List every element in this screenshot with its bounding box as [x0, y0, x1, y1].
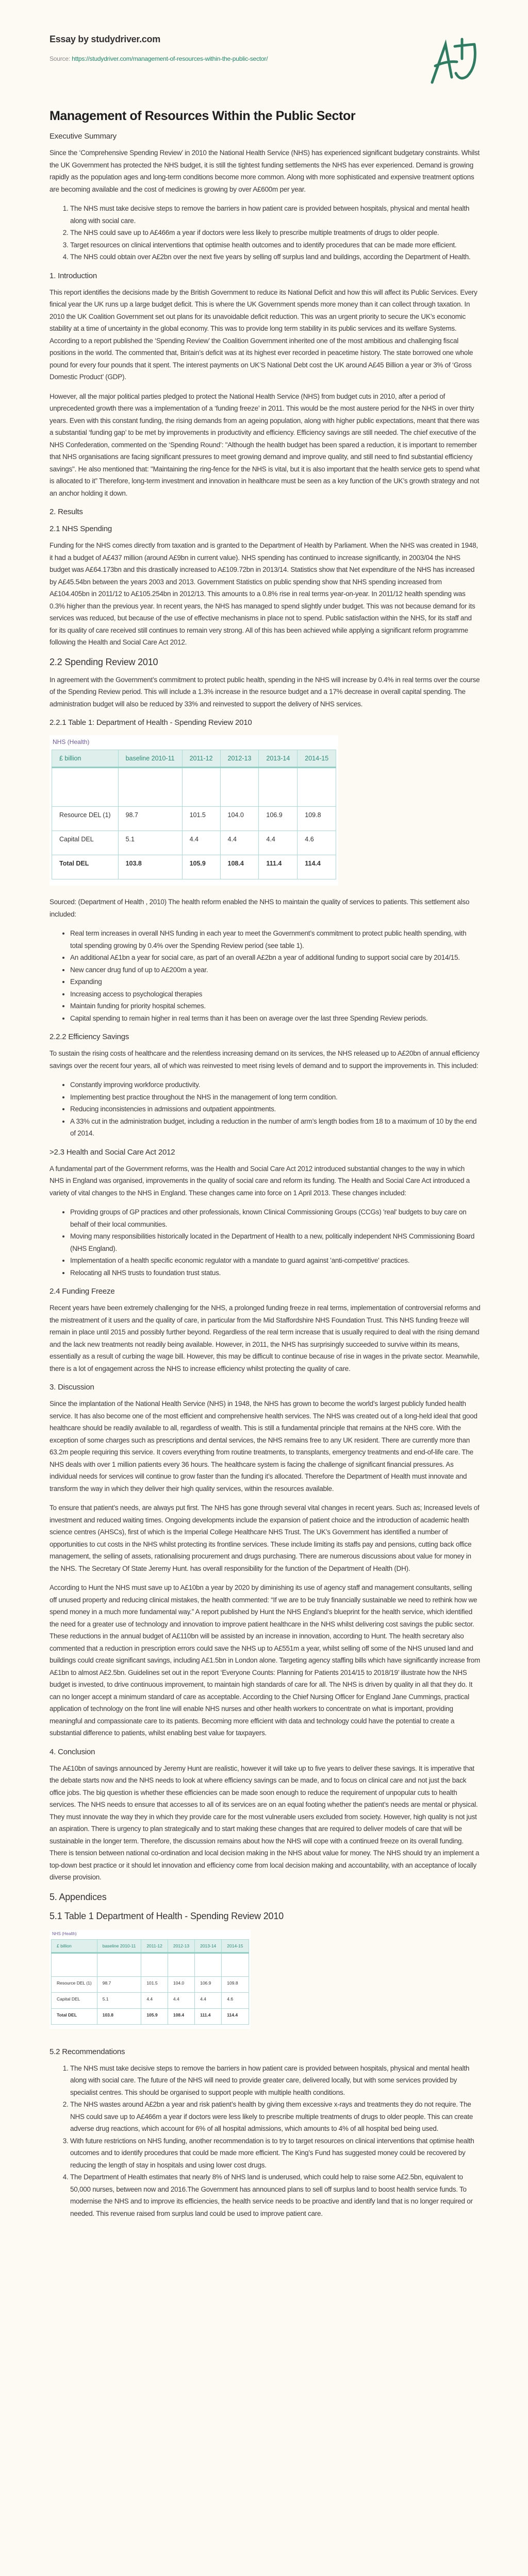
table-cell: 101.5	[182, 807, 220, 831]
section-heading: 2.2.1 Table 1: Department of Health - Spending Review 2010	[50, 718, 252, 727]
column-header: 2011-12	[141, 1939, 168, 1953]
table-cell: 111.4	[259, 855, 298, 879]
paragraph: To ensure that patient’s needs, are always put first. The NHS has gone through several vital changes in recent years. Such as; Increased levels of investment and reduced waiting times. Ongoing developments include the expansion of patient choice and the introduction of academic health science centres (AHSCs), first of which is the Imperial College Healthcare NHS Trust. The UK’s Government has identified a number of opportunities to cut costs in the NHS whilst protecting its frontline services. These include limiting its staffs pay and pensions, cutting back office management, the selling of assets, rationalising procurement and drugs purchasing. There are numerous discussions about value for money in the NHS. The Secretary Of State Jeremy Hunt. has overall responsibility for the function of the Department of Health (DH).	[50, 1504, 480, 1572]
column-header: 2012-13	[220, 750, 259, 768]
column-header: 2014-15	[222, 1939, 249, 1953]
list-item: 3. With future restrictions on NHS funding, another recommendation is to try to target resources on clinical interventions that optimise health outcomes and to identify procedures that could be made more efficient. The King’s Fund has suggested money could be recovered by reducing the length of stay in hospitals and using lower cost drugs.	[70, 2135, 481, 2172]
table-cell: 104.0	[220, 807, 259, 831]
table-row	[52, 1992, 249, 2008]
list-item: • Implementing best practice throughout the NHS in the management of long term condition.	[70, 1091, 481, 1104]
numbered-list	[50, 2062, 481, 2220]
table-cell	[195, 1953, 222, 1976]
page-title: Management of Resources Within the Public Sector	[50, 109, 356, 123]
paragraph: Funding for the NHS comes directly from taxation and is granted to the Department of Health by Parliament. When the NHS was created in 1948, it had a budget of A£437 million (around A£9bn in current value). NHS spending has continued to increase significantly, in 2003/04 the NHS budget was A£64.173bn and this drastically increased to A£109.72bn in 2013/14. Statistics show that Net expenditure of the NHS has increased by A£45.54bn between the years 2003 and 2013. Government Statistics on public spending show that NHS spending increased from A£104.405bn in 2011/12 to A£105.254bn in 2012/13. This amounts to a 0.8% rise in real terms year-on-year. In 2011/12 health spending was 0.3% higher than the previous year. In recent years, the NHS has managed to spend slightly under budget. This was not because demand for its services was reduced, but because of the use of effective mechanisms in place not to spend. Public satisfaction within the NHS, for its staff and for its quality of care received still continues to remain very strong. All of this has been achieved while applying a significant reform programme following the Health and Social Care Act 2012.	[50, 541, 478, 646]
section-heading: 2.2 Spending Review 2010	[50, 656, 158, 667]
table-cell: Total DEL	[52, 2008, 97, 2024]
section-heading: 2. Results	[50, 507, 83, 516]
column-header: £ billion	[52, 1939, 97, 1953]
source-line	[50, 55, 481, 62]
paragraph: To sustain the rising costs of healthcare and the relentless increasing demand on its services, the NHS released up to A£20bn of annual efficiency savings over the recent four years, all of which was reinvested to meet rising levels of demand and to support the improvements in. This included:	[50, 1049, 480, 1070]
table-row	[52, 768, 336, 807]
table-cell: 108.4	[220, 855, 259, 879]
table-cell: 104.0	[168, 1976, 194, 1992]
list-item: 3. Target resources on clinical interventions that optimise health outcomes and to identify procedures that can be made more efficient.	[70, 239, 481, 251]
source-link[interactable]: https://studydriver.com/management-of-resources-within-the-public-sector/	[72, 55, 268, 62]
column-header: baseline 2010-11	[97, 1939, 141, 1953]
table-cell: 105.9	[141, 2008, 168, 2024]
table-cell: 105.9	[182, 855, 220, 879]
table-cell: 4.6	[298, 831, 336, 855]
section-heading: Executive Summary	[50, 132, 117, 141]
table-cell: Total DEL	[52, 855, 119, 879]
section-heading: 2.1 NHS Spending	[50, 524, 112, 533]
table-cell: 4.4	[141, 1992, 168, 2008]
column-header: 2014-15	[298, 750, 336, 768]
section-heading: 4. Conclusion	[50, 1747, 95, 1756]
section-heading: 2.2.2 Efficiency Savings	[50, 1032, 129, 1041]
table-row	[52, 2008, 249, 2024]
bullet-list	[50, 1206, 481, 1279]
table-cell	[220, 768, 259, 807]
section-heading: 1. Introduction	[50, 271, 97, 280]
table-cell: 4.4	[195, 1992, 222, 2008]
paragraph: However, all the major political parties pledged to protect the National Health Service (NHS) from budget cuts in 2010, after a period of unprecedented growth there was a implementation of a ‘funding freeze’ in 2011. This would be the most austere period for the NHS in over thirty years. Even with this constant funding, the rising demands from an ageing population, along with higher public expectations, meant that there was a substantial ‘funding gap’ to be met by improvements in productivity and efficiency. Efficiency savings are still needed. The chief executive of the NHS Confederation, commented on the ‘Spending Round’: "Although the health budget has been spared a reduction, it is important to remember that NHS organisations are facing significant pressures to meet growing demand and improve quality, and still need to find substantial efficiency savings". He also mentioned that: "Maintaining the ring-fence for the NHS is vital, but it is also important that the health service gets to spend what is allocated to it” Therefore, long-term investment and innovation in healthcare must be seen as a key function of the UK’s growth strategy and not an anchor holding it down.	[50, 392, 480, 497]
column-header: £ billion	[52, 750, 119, 768]
bullet-list	[50, 1079, 481, 1140]
table-cell: 4.6	[222, 1992, 249, 2008]
table-cell	[118, 768, 182, 807]
list-item: • Providing groups of GP practices and other professionals, known Clinical Commissioning Groups (CCGs) 'real' budgets to buy care on behalf of their local communities.	[70, 1206, 481, 1230]
table-header-row	[52, 1939, 249, 1953]
section-heading: >2.3 Health and Social Care Act 2012	[50, 1147, 175, 1157]
list-item: • Moving many responsibilities historically located in the Department of Health to a new, politically independent NHS Commissioning Board (NHS England).	[70, 1230, 481, 1255]
table-row	[52, 1976, 249, 1992]
paragraph: Sourced: (Department of Health , 2010) The health reform enabled the NHS to maintain the quality of services to patients. This settlement also included:	[50, 898, 470, 918]
table-cell: 5.1	[118, 831, 182, 855]
essay-body	[50, 132, 481, 2219]
table-cell: 108.4	[168, 2008, 194, 2024]
list-item: • Implementation of a health specific economic regulator with a mandate to guard against 'anti-competitive' practices.	[70, 1255, 481, 1267]
table-cell: 114.4	[222, 2008, 249, 2024]
table-cell: 101.5	[141, 1976, 168, 1992]
table-cell: Capital DEL	[52, 831, 119, 855]
spending-table-small	[50, 1930, 251, 2029]
table-caption: NHS (Health)	[53, 738, 90, 745]
list-item: • Reducing inconsistencies in admissions and outpatient appointments.	[70, 1103, 481, 1115]
section-heading: 5.1 Table 1 Department of Health - Spending Review 2010	[50, 1910, 284, 1921]
list-item: 2. The NHS wastes around A£2bn a year and risk patient’s health by giving them excessive x-rays and treatments they do not require. The NHS could save up to A£466m a year if doctors were less likely to prescribe multiple treatments of drugs to older people. This can create adverse drug reactions, which account for 6% of all hospital admissions, which amounts to 4% of all hospital bed being used.	[70, 2098, 481, 2135]
table-cell: 109.8	[222, 1976, 249, 1992]
paragraph: Since the implantation of the National Health Service (NHS) in 1948, the NHS has grown to become the world’s largest publicly funded health service. It has also become one of the most efficient and comprehensive health services. The NHS was created out of a long-held ideal that good healthcare should be readily available to all, regardless of wealth. This is still a fundamental principle that remains at the NHS core. With the exception of some charges such as prescriptions and dental services, the NHS remains free to any UK resident. There are currently more than 63.2m people requiring this service. It covers everything from routine treatments, to transplants, emergency treatments and end-of-life care. The NHS deals with over 1 million patients every 36 hours. The healthcare system is facing the challenge of significant financial pressures. As individual needs for services will continue to grow faster than the funding it’s allocated. Therefore the Department of Health must innovate and transform the way in which they deliver their high quality services, within the resources available.	[50, 1400, 477, 1493]
list-item: • Capital spending to remain higher in real terms than it has been on average over the last three Spending Review periods.	[70, 1012, 481, 1025]
table-caption: NHS (Health)	[52, 1931, 77, 1936]
list-item: • Increasing access to psychological therapies	[70, 988, 481, 1001]
table-cell: 4.4	[168, 1992, 194, 2008]
paragraph: A fundamental part of the Government reforms, was the Health and Social Care Act 2012 introduced substantial changes to the way in which NHS in England was organised, improvements in the quality of social care and reform its funding. The Health and Social Care Act introduced a variety of vital changes to the NHS in England. These changes came into force on 1 April 2013. These changes included:	[50, 1164, 470, 1197]
table-cell: 114.4	[298, 855, 336, 879]
list-item: • Real term increases in overall NHS funding in each year to meet the Government’s commitment to protect public health spending, with total spending growing by 0.4% over the Spending Review period (see table 1).	[70, 927, 481, 952]
spending-table	[52, 750, 336, 879]
section-heading: 2.4 Funding Freeze	[50, 1287, 115, 1296]
paragraph: Recent years have been extremely challenging for the NHS, a prolonged funding freeze in real terms, implementation of controversial reforms and the mistreatment of it users and the quality of care, in particular from the Mid Staffordshire NHS Foundation Trust. This NHS funding freeze will remain in place until 2015 and possibly further beyond. Regardless of the real term increase that is usually required to deal with the rising demand and the lack new treatments not readily being available. However, in 2011, the NHS has surprisingly succeeded to survive within its means, essentially as a result of curbing the wage bill. However, this may be difficult to continue because of rise in wages in the private sector. Meanwhile, there is a lot of engagement across the NHS to increase efficiency whilst protecting the quality of care.	[50, 1304, 481, 1372]
list-item: 4. The NHS could obtain over A£2bn over the next five years by selling off surplus land and buildings, according the Department of Health.	[70, 251, 481, 263]
table-cell: 98.7	[97, 1976, 141, 1992]
numbered-list	[50, 202, 481, 263]
table-cell: 106.9	[195, 1976, 222, 1992]
column-header: 2013-14	[259, 750, 298, 768]
table-cell: 103.8	[97, 2008, 141, 2024]
table-row	[52, 1953, 249, 1976]
list-item: • Constantly improving workforce productivity.	[70, 1079, 481, 1091]
list-item: • Relocating all NHS trusts to foundation trust status.	[70, 1267, 481, 1279]
table-row	[52, 855, 336, 879]
table-cell	[168, 1953, 194, 1976]
list-item: • Maintain funding for priority hospital schemes.	[70, 1000, 481, 1012]
table-header-row	[52, 750, 336, 768]
section-heading: 5.2 Recommendations	[50, 2047, 125, 2056]
table-row	[52, 831, 336, 855]
table-row	[52, 807, 336, 831]
bullet-list	[50, 927, 481, 1024]
paragraph: Since the ‘Comprehensive Spending Review’ in 2010 the National Health Service (NHS) has experienced significant budgetary constraints. Whilst the UK Government has protected the NHS budget, it is still the tightest funding settlements the NHS has ever experienced. Demand is growing rapidly as the population ages and long-term conditions become more common. Along with more sophisticated and expensive treatment options are becoming available and the cost of medicines is growing by over A£600m per year.	[50, 149, 480, 193]
column-header: 2013-14	[195, 1939, 222, 1953]
table-cell	[259, 768, 298, 807]
column-header: 2011-12	[182, 750, 220, 768]
table-cell: Resource DEL (1)	[52, 1976, 97, 1992]
source-label: Source:	[50, 55, 70, 62]
table-cell: 106.9	[259, 807, 298, 831]
paragraph: In agreement with the Government’s commitment to protect public health, spending in the NHS will increase by 0.4% in real terms over the course of the Spending Review period. This will include a 1.3% increase in the resource budget and a 17% decrease in overall capital spending. The administration budget will also be reduced by 33% and reinvested to support the delivery of NHS services.	[50, 675, 480, 708]
list-item: 1. The NHS must take decisive steps to remove the barriers in how patient care is provided between hospitals, physical and mental health along with social care. The future of the NHS will need to provide greater care, delivered locally, but with some services provided by specialist centres. This should be organised to support people with multiple health conditions.	[70, 2062, 481, 2099]
spending-table	[51, 1939, 249, 2025]
table-cell	[141, 1953, 168, 1976]
table-cell: 4.4	[259, 831, 298, 855]
list-item: • An additional A£1bn a year for social care, as part of an overall A£2bn a year of additional funding to support social care by 2014/15.	[70, 952, 481, 964]
section-heading: 3. Discussion	[50, 1383, 94, 1392]
list-item: 4. The Department of Health estimates that nearly 8% of NHS land is underused, which could help to raise some A£2.5bn, equivalent to 50,000 nurses, between now and 2016.The Government has announced plans to sell off surplus land to boost health service funds. To modernise the NHS and to improve its efficiencies, the health service needs to be proactive and identify land that is no longer required or needed. This revenue raised from surplus land could be used to improve patient care.	[70, 2171, 481, 2219]
table-cell	[52, 768, 119, 807]
paragraph: According to Hunt the NHS must save up to A£10bn a year by 2020 by diminishing its use of agency staff and management consultants, selling off unused property and reducing clinical mistakes, the health commented: “If we are to be truly financially sustainable we need to rethink how we spend money in a much more fundamental way.” A report published by Hunt the NHS England’s blueprint for the health service, which identified the need for a greater use of technology and innovation to improve patient healthcare in the NHS whilst delivering cost savings the public sector. These reductions in the annual budget of A£110bn will be assisted by an increase in innovation, according to Hunt. The health secretary also commented that a reduction in prescription errors could save the NHS up to A£551m a year, whilst selling off some of the NHS unused land and buildings could create significant savings, including A£1.5bn in London alone. Targeting agency staffing bills which have significantly increase from A£1bn to almost A£2.5bn. Guidelines set out in the report ‘Everyone Counts: Planning for Patients 2014/15 to 2018/19’ illustrate how the NHS budget is invested, to drive continuous improvement, to maintain high standards of care for all. The NHS is driven by quality in all that they do. It can no longer accept a minimum standard of care as acceptable. According to the Chief Nursing Officer for England Jane Cummings, practical application of technology on the front line will enable NHS nurses and other health workers to concentrate on what is important, providing meaningful and compassionate care to its patients. Becoming more efficient with data and technology could have the potential to create a substantial difference to patients, whilst enabling best value for taxpayers.	[50, 1584, 481, 1737]
list-item: • Expanding	[70, 976, 481, 988]
table-cell: 98.7	[118, 807, 182, 831]
section-heading: 5. Appendices	[50, 1891, 107, 1902]
table-cell: 5.1	[97, 1992, 141, 2008]
table-cell: 111.4	[195, 2008, 222, 2024]
list-item: • A 33% cut in the administration budget, including a reduction in the number of arm’s length bodies from 18 to a maximum of 10 by the end of 2014.	[70, 1115, 481, 1140]
a-plus-logo-icon	[426, 35, 483, 87]
table-cell: 109.8	[298, 807, 336, 831]
table-cell: 4.4	[220, 831, 259, 855]
column-header: baseline 2010-11	[118, 750, 182, 768]
table-cell: 103.8	[118, 855, 182, 879]
table-cell	[97, 1953, 141, 1976]
column-header: 2012-13	[168, 1939, 194, 1953]
paragraph: The A£10bn of savings announced by Jeremy Hunt are realistic, however it will take up to five years to deliver these savings. It is imperative that the debate starts now and the NHS needs to look at where efficiency savings can be made, and to focus on clinical care and not just the back office jobs. The big question is whether these efficiencies can be made soon enough to reduce the requirement of unpopular cuts to health services. The NHS needs to ensure that accesses to all of its services are on an equal footing whether the patient’s needs are mental or physical. They must innovate the way they in which they provide care for the most vulnerable users excluded from society. However, high quality is not just an aspiration. There is urgency to plan strategically and to start making these changes that are required to deliver models of care that will be sustainable in the longer term. Therefore, the discussion remains about how the NHS will cope with a continued freeze on its overall funding. There is tension between national co-ordination and local decision making in the NHS about value for money. The NHS should try an implement a top-down best practice or it should let innovation and efficiency come from local decision making and accountability, with an acceptance of locally diverse provision.	[50, 1764, 480, 1881]
table-cell: Capital DEL	[52, 1992, 97, 2008]
table-cell: Resource DEL (1)	[52, 807, 119, 831]
list-item: • New cancer drug fund of up to A£200m a year.	[70, 964, 481, 976]
site-brand: Essay by studydriver.com	[50, 34, 160, 44]
list-item: 2. The NHS could save up to A£466m a year if doctors were less likely to prescribe multiple treatments of drugs to older people.	[70, 227, 481, 239]
table-cell	[298, 768, 336, 807]
table-cell	[52, 1953, 97, 1976]
spending-table-large	[50, 735, 338, 886]
paragraph: This report identifies the decisions made by the British Government to reduce its National Deficit and how this will affect its Public Services. Every finical year the UK runs up a large budget deficit. This is where the UK Government spends more money than it can collect through taxation. In 2010 the UK Coalition Government set out plans for its unavoidable deficit reduction. This was an urgent priority to secure the UK’s economic stability at a time of uncertainty in the global economy. This was to provide long term stability in its public services and its welfare Systems. According to a report published the ‘Spending Review’ the Coalition Government inherited one of the most ambitious and challenging fiscal positions in the world. The commented that, Britain’s deficit was at its highest ever recorded in peacetime history. The state borrowed one whole pound for every four pounds that it spent. The interest payments on UK’S National Debt cost the UK around A£45 Billion a year or 3% of ‘Gross Domestic Product’ (GDP).	[50, 288, 477, 381]
table-cell	[222, 1953, 249, 1976]
list-item: 1. The NHS must take decisive steps to remove the barriers in how patient care is provided between hospitals, physical and mental health along with social care.	[70, 202, 481, 227]
table-cell: 4.4	[182, 831, 220, 855]
table-cell	[182, 768, 220, 807]
